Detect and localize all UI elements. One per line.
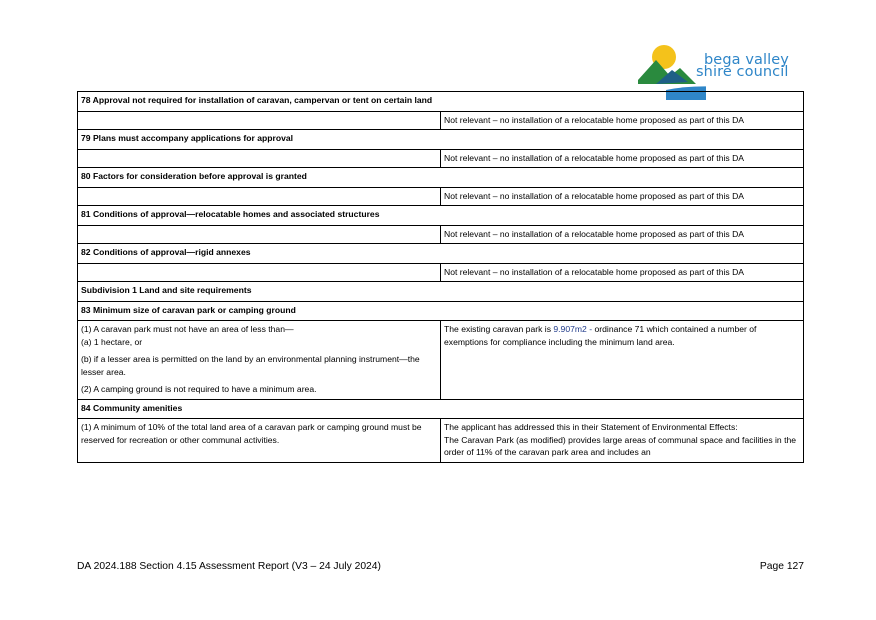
requirement-83-2: (2) A camping ground is not required to have a minimum area. — [81, 384, 317, 394]
requirement-83-1b: (b) if a lesser area is permitted on the land by an environmental planning instrument—the lesser area. — [81, 354, 420, 377]
section-heading-79: 79 Plans must accompany applications for approval — [78, 130, 804, 150]
comment-cell-82: Not relevant – no installation of a relocatable home proposed as part of this DA — [441, 263, 804, 282]
requirement-cell-83 — [78, 321, 441, 400]
left-cell-82 — [78, 263, 441, 282]
requirement-83-1: (1) A caravan park must not have an area of less than— — [81, 324, 294, 334]
section-heading-78: 78 Approval not required for installation of caravan, campervan or tent on certain land — [78, 92, 804, 112]
section-heading-82: 82 Conditions of approval—rigid annexes — [78, 244, 804, 264]
left-cell-78 — [78, 111, 441, 130]
comment-83-suffix: ordinance 71 which contained a number of exemptions for compliance including the minimum land area. — [444, 324, 757, 347]
comment-cell-83 — [441, 321, 804, 400]
left-cell-80 — [78, 187, 441, 206]
left-cell-81 — [78, 225, 441, 244]
section-heading-83: 83 Minimum size of caravan park or camping ground — [78, 301, 804, 321]
section-heading-84: 84 Community amenities — [78, 399, 804, 419]
subdivision-heading: Subdivision 1 Land and site requirements — [78, 282, 804, 302]
requirement-83-1a: (a) 1 hectare, or — [81, 336, 143, 347]
comment-cell-84 — [441, 419, 804, 463]
left-cell-79 — [78, 149, 441, 168]
section-heading-81: 81 Conditions of approval—relocatable homes and associated structures — [78, 206, 804, 226]
requirement-cell-84: (1) A minimum of 10% of the total land area of a caravan park or camping ground must be reserved for recreation or other communal activities. — [78, 419, 441, 463]
assessment-table — [77, 91, 804, 463]
comment-84-line1: The applicant has addressed this in their Statement of Environmental Effects: — [444, 422, 738, 432]
site-area-value: 9.907m2 - — [553, 324, 595, 334]
comment-83-prefix: The existing caravan park is — [444, 324, 554, 334]
section-heading-80: 80 Factors for consideration before approval is granted — [78, 168, 804, 188]
logo-text-line1: bega valley — [704, 52, 789, 68]
comment-cell-79: Not relevant – no installation of a relocatable home proposed as part of this DA — [441, 149, 804, 168]
comment-cell-80: Not relevant – no installation of a relocatable home proposed as part of this DA — [441, 187, 804, 206]
comment-cell-78: Not relevant – no installation of a relocatable home proposed as part of this DA — [441, 111, 804, 130]
footer-page-number: Page 127 — [759, 561, 804, 572]
footer-report-title: DA 2024.188 Section 4.15 Assessment Report (V3 – 24 July 2024) — [77, 561, 381, 572]
comment-cell-81: Not relevant – no installation of a relocatable home proposed as part of this DA — [441, 225, 804, 244]
comment-84-line2: The Caravan Park (as modified) provides large areas of communal space and facilities in the order of 11% of the caravan park area and includes an — [444, 434, 797, 457]
logo-text-line2: shire council — [696, 64, 789, 80]
